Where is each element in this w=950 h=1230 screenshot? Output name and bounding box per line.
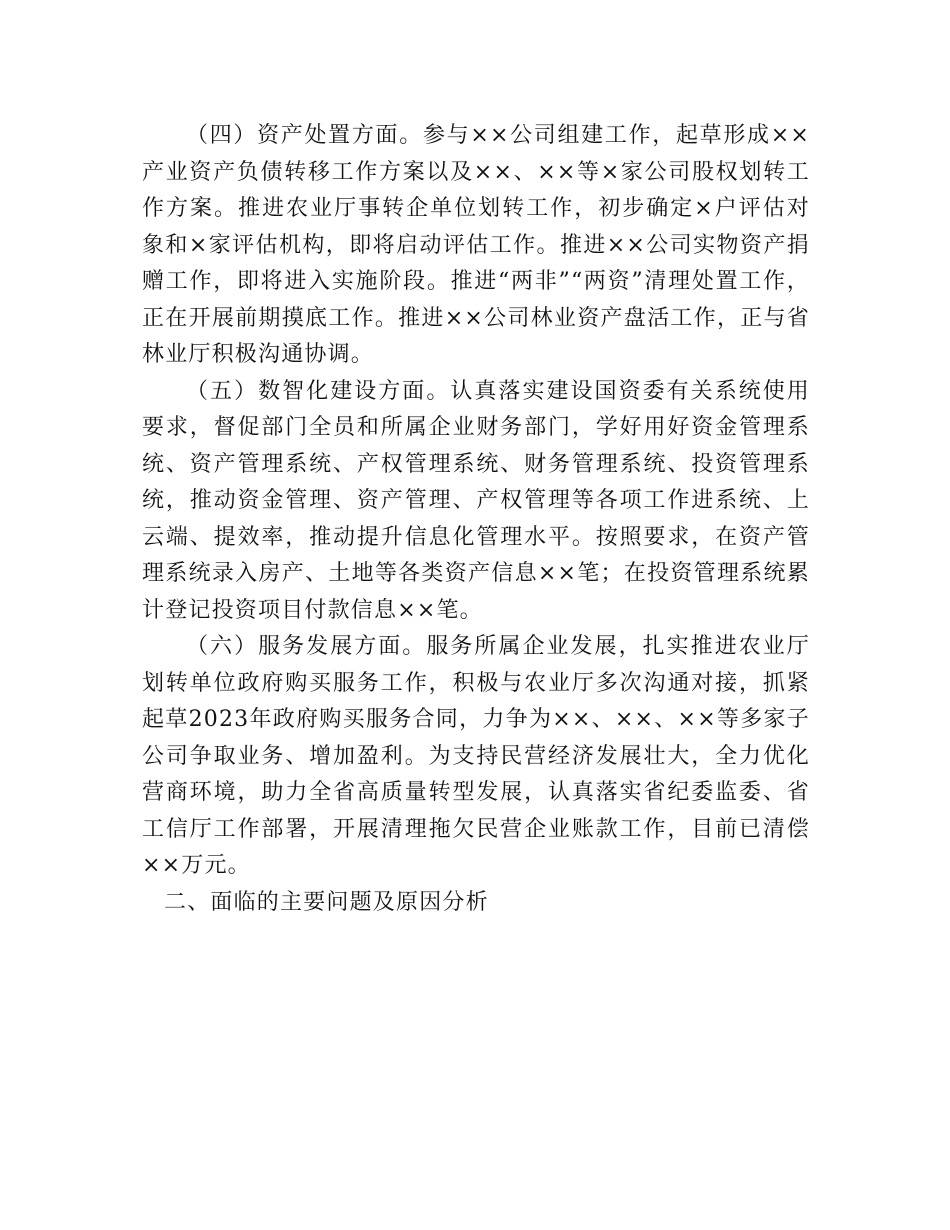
document-body <box>142 118 810 921</box>
paragraph-digital-construction: （五）数智化建设方面。认真落实建设国资委有关系统使用要求，督促部门全员和所属企业财务部门，学好用好资金管理系统、资产管理系统、产权管理系统、财务管理系统、投资管理系统，推动资金管理、资产管理、产权管理等各项工作进系统、上云端、提效率，推动提升信息化管理水平。按照要求，在资产管理系统录入房产、土地等各类资产信息××笔；在投资管理系统累计登记投资项目付款信息××笔。 <box>142 378 810 623</box>
section-heading: 二、面临的主要问题及原因分析 <box>164 889 489 915</box>
paragraph-asset-disposal: （四）资产处置方面。参与××公司组建工作，起草形成××产业资产负债转移工作方案以及××、××等×家公司股权划转工作方案。推进农业厅事转企单位划转工作，初步确定×户评估对象和×家评估机构，即将启动评估工作。推进××公司实物资产捐赠工作，即将进入实施阶段。推进“两非”“两资”清理处置工作，正在开展前期摸底工作。推进××公司林业资产盘活工作，正与省林业厅积极沟通协调。 <box>142 123 810 367</box>
paragraph-service-development: （六）服务发展方面。服务所属企业发展，扎实推进农业厅划转单位政府购买服务工作，积极与农业厅多次沟通对接，抓紧起草2023年政府购买服务合同，力争为××、××、××等多家子公司争取业务、增加盈利。为支持民营经济发展壮大，全力优化营商环境，助力全省高质量转型发展，认真落实省纪委监委、省工信厅工作部署，开展清理拖欠民营企业账款工作，目前已清偿××万元。 <box>142 634 810 878</box>
